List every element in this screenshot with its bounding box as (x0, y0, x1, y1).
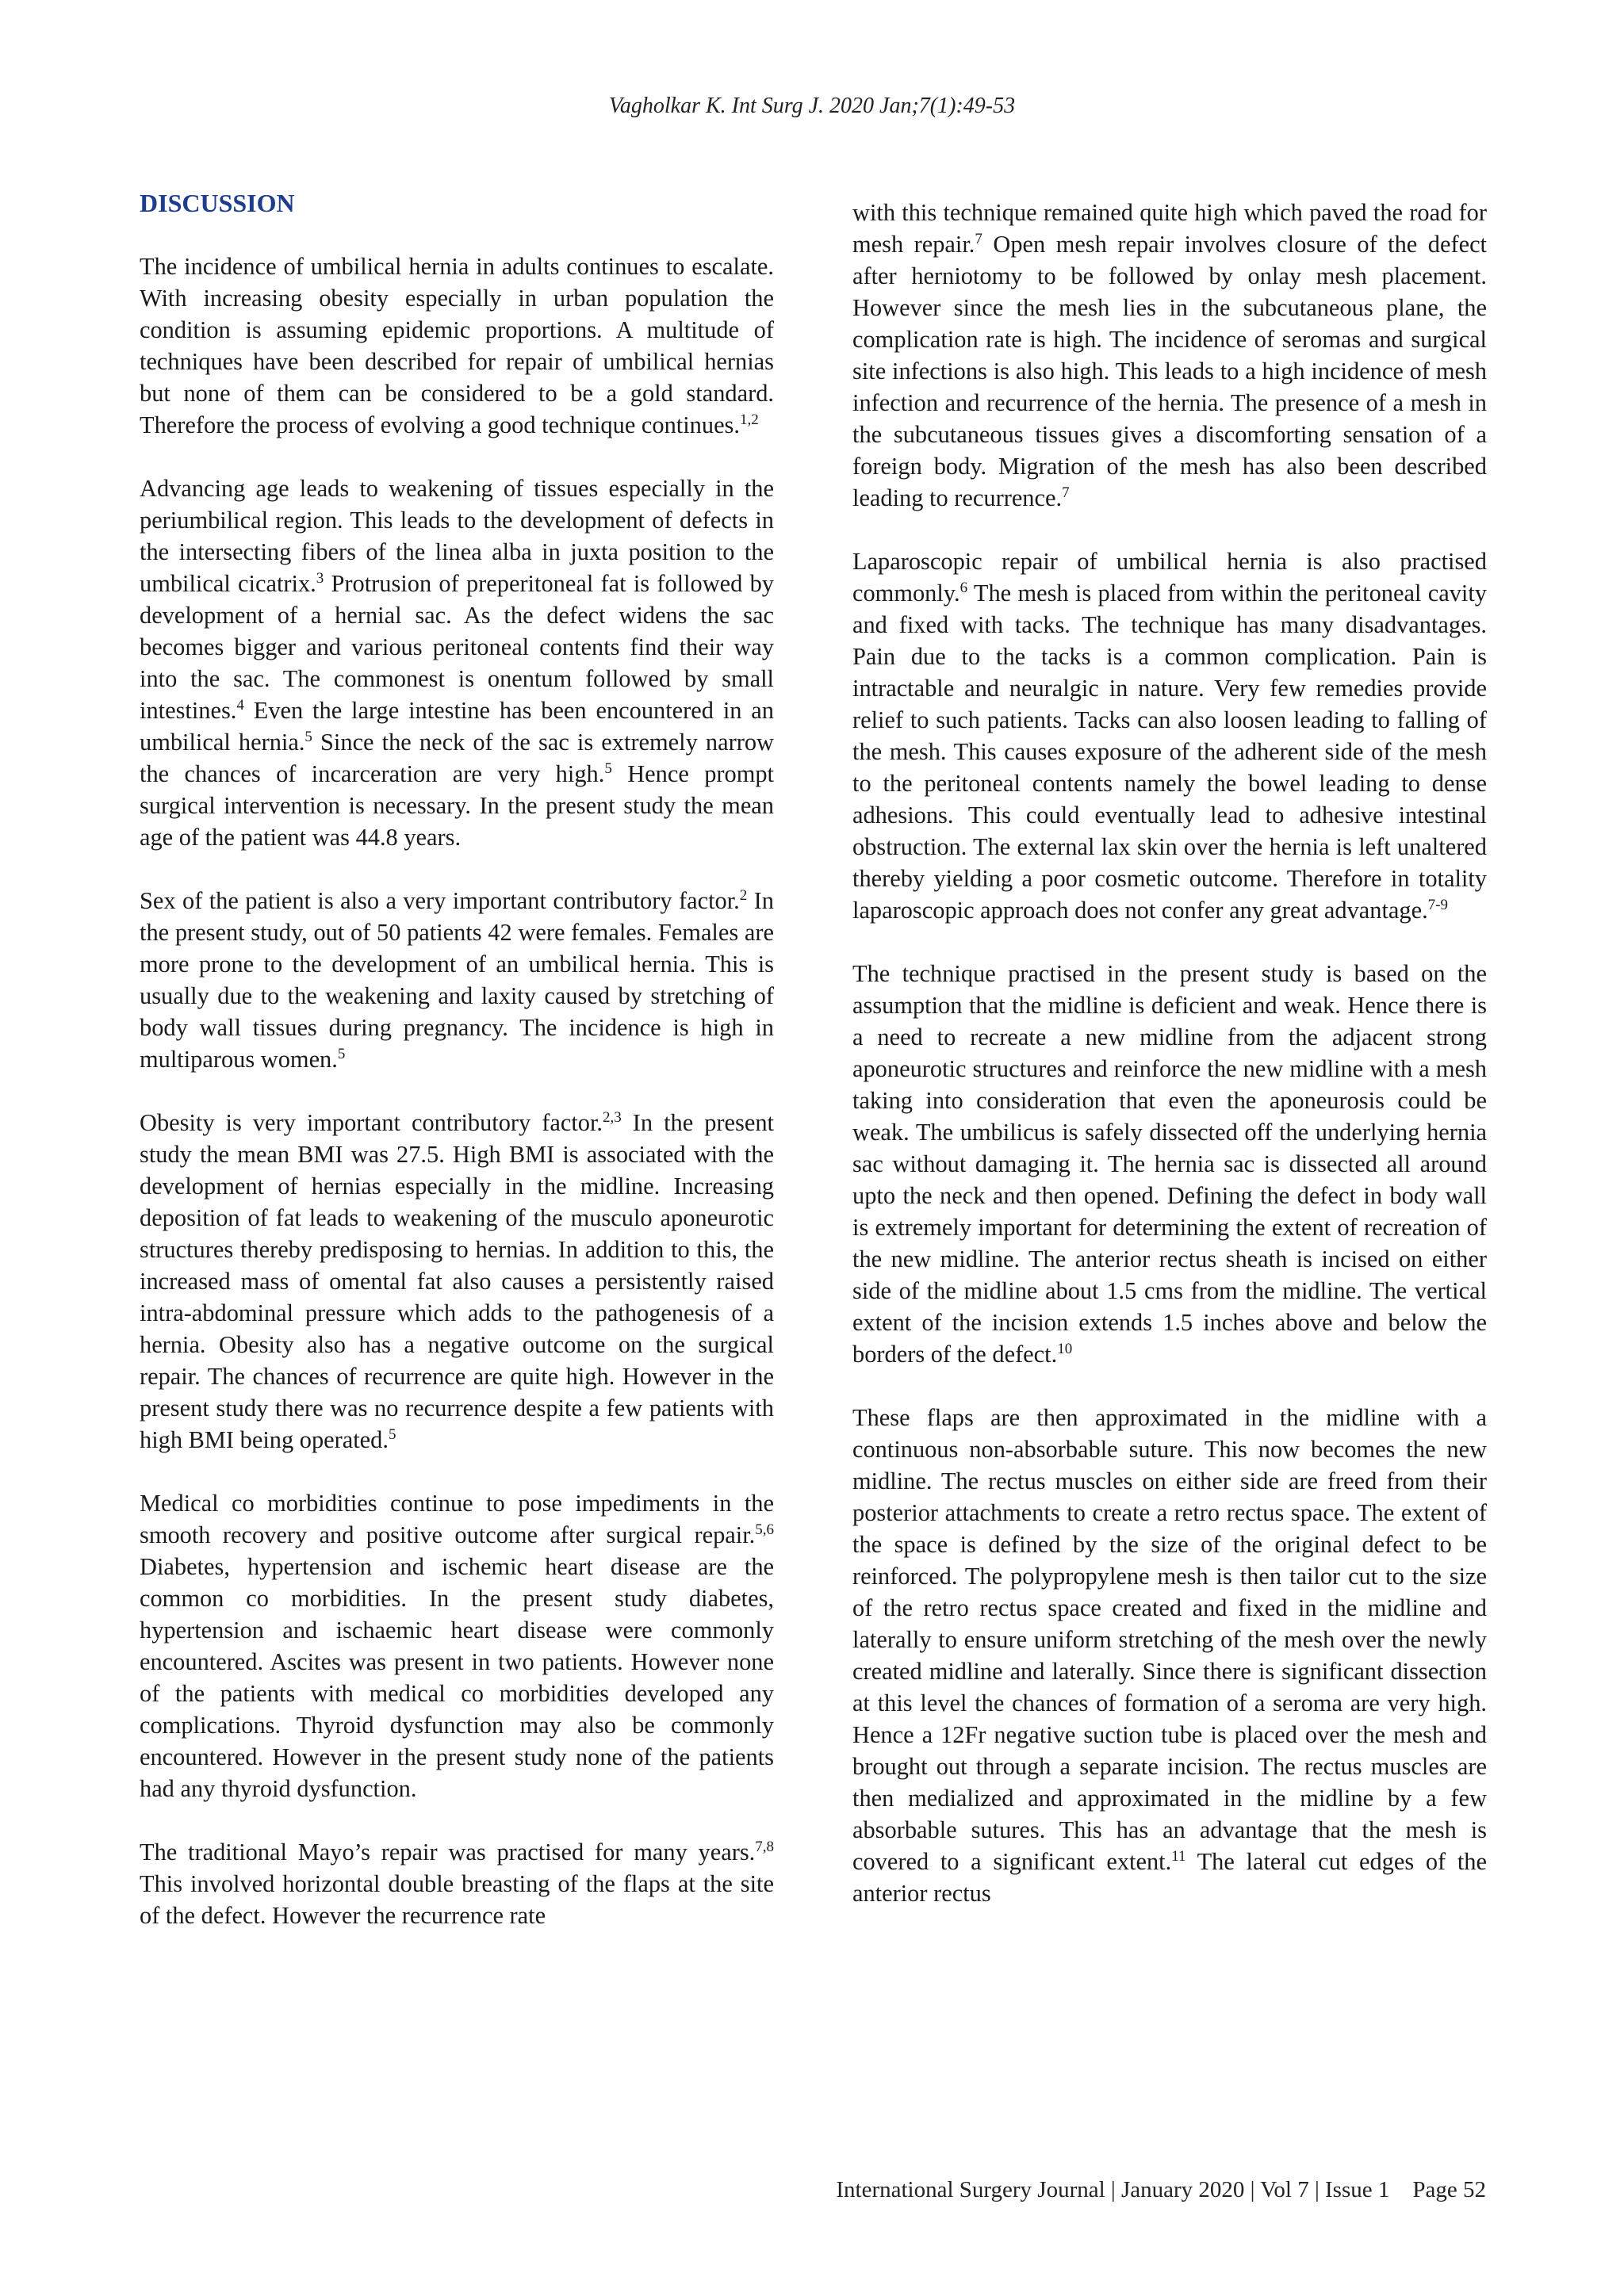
paragraph-text: These flaps are then approximated in the midline with a continuous non-absorbable suture. This now becomes the new midline. The rectus muscles on either side are freed from their posterior attachments to create a retro rectus space. The extent of the space is defined by the size of the original defect to be reinforced. The polypropylene mesh is then tailor cut to the size of the retro rectus space created and fixed in the midline and laterally to ensure uniform stretching of the mesh over the newly created midline and laterally. Since there is significant dissection at this level the chances of formation of a seroma are very high. Hence a 12Fr negative suction tube is placed over the mesh and brought out through a separate incision. The rectus muscles are then medialized and approximated in the midline by a few absorbable sutures. This has an advantage that the mesh is covered to a significant extent. (852, 1404, 1487, 1875)
citation-ref: 4 (236, 696, 244, 714)
running-footer (836, 2177, 1486, 2203)
paragraph (140, 1487, 774, 1804)
paragraph-text: The technique practised in the present study is based on the assumption that the midline is deficient and weak. Hence there is a need to recreate a new midline from the adjacent strong aponeurotic structures and reinforce the new midline with a mesh taking into consideration that even the aponeurosis could be weak. The umbilicus is safely dissected off the underlying hernia sac without damaging it. The hernia sac is dissected all around upto the neck and then opened. Defining the defect in body wall is extremely important for determining the extent of recreation of the new midline. The anterior rectus sheath is incised on either side of the midline about 1.5 cms from the midline. The vertical extent of the incision extends 1.5 inches above and below the borders of the defect. (852, 960, 1487, 1368)
paragraph-text: In the present study the mean BMI was 27.5. High BMI is associated with the development of hernias especially in the midline. Increasing deposition of fat leads to weakening of the musculo aponeurotic structures thereby predisposing to hernias. In addition to this, the increased mass of omental fat also causes a persistently raised intra-abdominal pressure which adds to the pathogenesis of a hernia. Obesity also has a negative outcome on the surgical repair. The chances of recurrence are quite high. However in the present study there was no recurrence despite a few patients with high BMI being operated. (140, 1109, 774, 1453)
paragraph-text: The traditional Mayo’s repair was practised for many years. (140, 1839, 756, 1866)
paragraph (140, 473, 774, 853)
paragraph-text: Even the large intestine has been encountered in an umbilical hernia. (140, 697, 774, 756)
paragraph-text: Protrusion of preperitoneal fat is followed by development of a hernial sac. As the defect widens the sac becomes bigger and various peritoneal contents find their way into the sac. The commonest is onentum followed by small intestines. (140, 570, 775, 724)
paragraph-text: The mesh is placed from within the peritoneal cavity and fixed with tacks. The technique has many disadvantages. Pain due to the tacks is a common complication. Pain is intractable and neuralgic in nature. Very few remedies provide relief to such patients. Tacks can also loosen leading to falling of the mesh. This causes exposure of the adherent side of the mesh to the peritoneal contents namely the bowel leading to dense adhesions. This could eventually lead to adhesive intestinal obstruction. The external lax skin over the hernia is left unaltered thereby yielding a poor cosmetic outcome. Therefore in totality laparoscopic approach does not confer any great advantage. (852, 580, 1487, 924)
citation-ref: 5 (304, 728, 312, 745)
citation-ref: 5 (337, 1045, 346, 1062)
paragraph-text: In the present study, out of 50 patients 42 were females. Females are more prone to the development of an umbilical hernia. This is usually due to the weakening and laxity caused by stretching of body wall tissues during pregnancy. The incidence is high in multiparous women. (140, 887, 774, 1073)
paragraph (140, 251, 774, 441)
right-paragraphs (852, 197, 1487, 1909)
citation-ref: 3 (316, 569, 324, 587)
paragraph-text: with this technique remained quite high which paved the road for mesh repair. (852, 199, 1487, 258)
citation-ref: 7 (1062, 484, 1070, 501)
citation-ref: 5 (604, 760, 612, 777)
citation-ref: 6 (959, 579, 968, 596)
paragraph-text: Laparoscopic repair of umbilical hernia is also practised commonly. (852, 548, 1487, 607)
citation-ref: 2,3 (603, 1108, 622, 1126)
paragraph (140, 885, 774, 1075)
paragraph-text: Open mesh repair involves closure of the defect after herniotomy to be followed by onlay mesh placement. However since the mesh lies in the subcutaneous plane, the complication rate is high. The incidence of seromas and surgical site infections is also high. This leads to a high incidence of mesh infection and recurrence of the hernia. The presence of a mesh in the subcutaneous tissues gives a discomforting sensation of a foreign body. Migration of the mesh has also been described leading to recurrence. (852, 231, 1488, 511)
citation-ref: 7 (975, 230, 982, 247)
paragraph (140, 1836, 774, 1931)
paragraph (852, 1402, 1487, 1909)
paragraph-text: The lateral cut edges of the anterior rectus (852, 1848, 1487, 1907)
paragraph-text: Sex of the patient is also a very important contributory factor. (140, 887, 740, 914)
left-column (140, 187, 774, 1963)
paragraph-text: This involved horizontal double breasting of the flaps at the site of the defect. However the recurrence rate (140, 1870, 774, 1929)
paragraph-text: Diabetes, hypertension and ischemic heart disease are the common co morbidities. In the present study diabetes, hypertension and ischaemic heart disease were commonly encountered. Ascites was present in two patients. However none of the patients with medical co morbidities developed any complications. Thyroid dysfunction may also be commonly encountered. However in the present study none of the patients had any thyroid dysfunction. (140, 1553, 774, 1802)
paragraph-text: The incidence of umbilical hernia in adults continues to escalate. With increasing obesity especially in urban population the condition is assuming epidemic proportions. A multitude of techniques have been described for repair of umbilical hernias but none of them can be considered to be a gold standard. Therefore the process of evolving a good technique continues. (140, 253, 774, 438)
citation-ref: 2 (739, 886, 748, 904)
citation-ref: 1,2 (739, 411, 759, 428)
footer-journal: International Surgery Journal | January 2020 | Vol 7 | Issue 1 (836, 2177, 1390, 2202)
citation-ref: 7-9 (1427, 896, 1448, 913)
paragraph (852, 197, 1487, 514)
citation-ref: 5 (388, 1425, 396, 1443)
left-paragraphs (140, 251, 774, 1931)
section-heading-discussion: DISCUSSION (140, 189, 295, 217)
right-column (852, 197, 1487, 1941)
paragraph (140, 1107, 774, 1456)
citation-ref: 10 (1057, 1340, 1073, 1357)
paragraph (852, 545, 1487, 926)
citation-ref: 11 (1171, 1847, 1186, 1865)
citation-ref: 7,8 (755, 1838, 774, 1855)
paragraph-text: Since the neck of the sac is extremely narrow the chances of incarceration are very high. (140, 729, 774, 787)
citation-ref: 5,6 (755, 1521, 774, 1538)
paragraph-text: Obesity is very important contributory factor. (140, 1109, 603, 1136)
footer-page-number: Page 52 (1412, 2177, 1486, 2202)
paragraph-text: Medical co morbidities continue to pose impediments in the smooth recovery and positive outcome after surgical repair. (140, 1490, 774, 1548)
paragraph (852, 958, 1487, 1370)
running-header: Vagholkar K. Int Surg J. 2020 Jan;7(1):49-53 (608, 94, 1016, 118)
paragraph-text: Advancing age leads to weakening of tissues especially in the periumbilical region. This leads to the development of defects in the intersecting fibers of the linea alba in juxta position to the umbilical cicatrix. (140, 475, 774, 597)
paragraph-text: Hence prompt surgical intervention is necessary. In the present study the mean age of the patient was 44.8 years. (140, 760, 774, 851)
